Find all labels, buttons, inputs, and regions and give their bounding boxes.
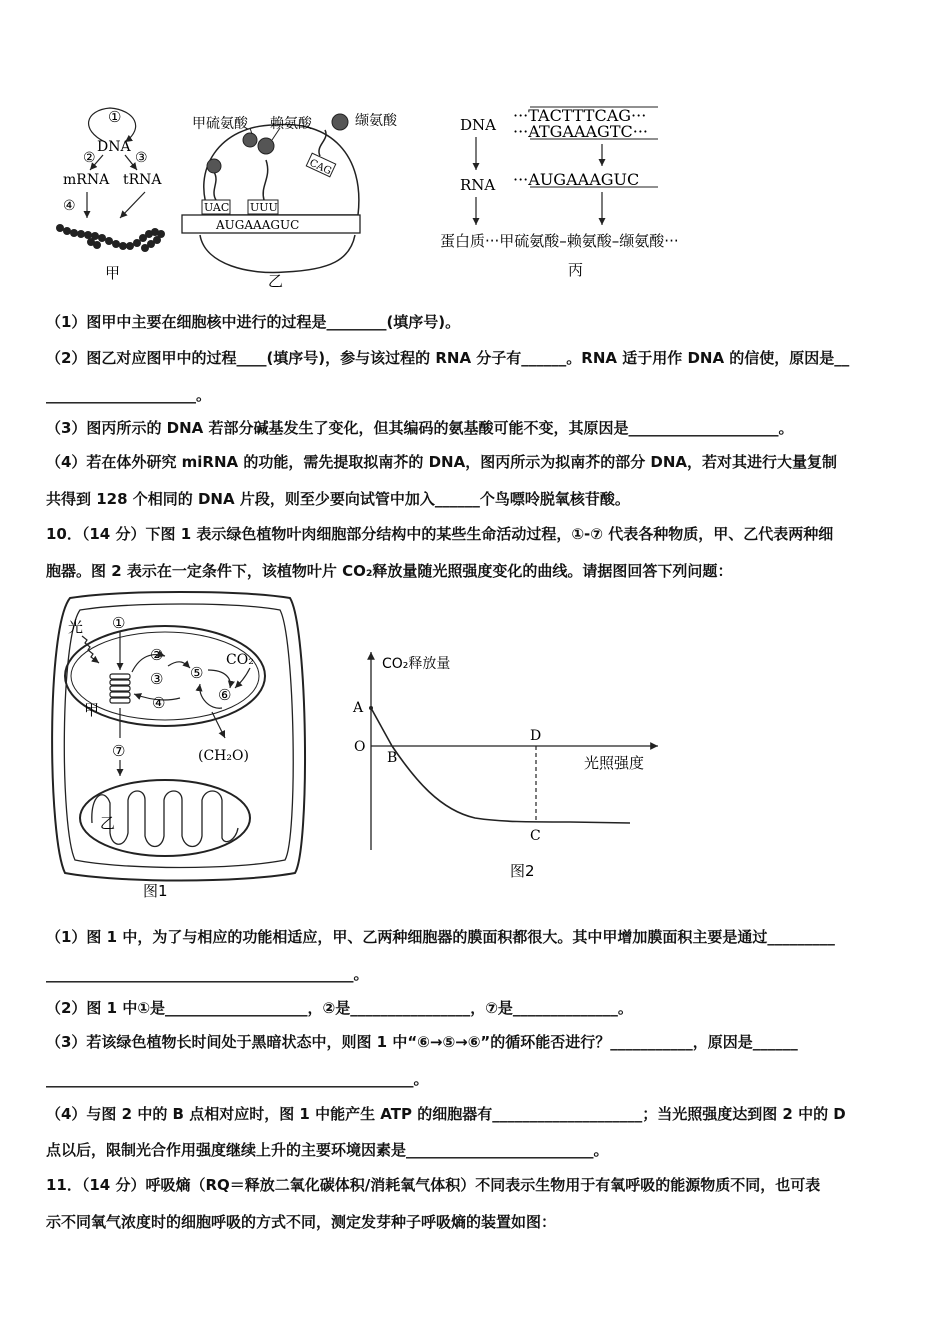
label-o: O — [354, 739, 366, 755]
label-d: D — [530, 728, 542, 744]
label-jia: 甲 — [84, 701, 100, 719]
label-b: B — [387, 750, 398, 766]
amino-lys: 赖氨酸 — [270, 116, 312, 132]
caption-fig2: 图2 — [510, 862, 535, 880]
x-axis-label: 光照强度 — [584, 754, 645, 772]
label-c5: ⑤ — [190, 664, 204, 682]
label-c7: ⑦ — [112, 742, 126, 760]
protein-seq: 蛋白质···甲硫氨酸–赖氨酸–缬氨酸··· — [440, 232, 679, 250]
q10-line-6: （4）与图 2 中的 B 点相对应时，图 1 中能产生 ATP 的细胞器有____________________；当光照强度达到图 2 中的 D — [46, 1105, 846, 1123]
bing-dna-label: DNA — [460, 116, 496, 134]
q10-line-1: （1）图 1 中，为了与相应的功能相适应，甲、乙两种细胞器的膜面积都很大。其中甲增加膜面积主要是通过_________ — [46, 928, 835, 946]
q10-line-5: _________________________________________________。 — [46, 1070, 429, 1088]
q10-line-3: （2）图 1 中①是___________________，②是________________，⑦是______________。 — [46, 999, 633, 1017]
codon-uuu: UUU — [250, 201, 278, 214]
label-dna: DNA — [97, 139, 131, 155]
q11-line-1: 11．（14 分）呼吸熵（RQ＝释放二氧化碳体积/消耗氧气体积）不同表示生物用于有氧呼吸的能源物质不同，也可表 — [46, 1176, 821, 1194]
codon-cag: CAG — [307, 157, 334, 178]
label-c4: ④ — [63, 198, 76, 214]
dna-strand-bottom: ···ATGAAAGTC··· — [513, 122, 649, 141]
label-c: C — [530, 828, 541, 844]
q9-line-6: 共得到 128 个相同的 DNA 片段，则至少要向试管中加入______个鸟嘌呤脱氧核苷酸。 — [46, 490, 630, 508]
figure-1-cell — [40, 588, 320, 906]
y-axis-label: CO₂释放量 — [382, 656, 451, 672]
caption-bing: 丙 — [568, 261, 584, 279]
label-c2: ② — [150, 646, 164, 664]
figure-bing — [430, 100, 730, 285]
label-a: A — [353, 700, 364, 716]
label-c3: ③ — [150, 670, 164, 688]
q9-line-5: （4）若在体外研究 miRNA 的功能，需先提取拟南芥的 DNA，图丙所示为拟南芥的部分 DNA，若对其进行大量复制 — [46, 453, 838, 471]
label-c6: ⑥ — [218, 686, 232, 704]
q10-intro-1: 10．（14 分）下图 1 表示绿色植物叶肉细胞部分结构中的某些生命活动过程，①-⑦ 代表各种物质，甲、乙代表两种细 — [46, 525, 834, 543]
rna-seq: ···AUGAAAGUC — [513, 170, 640, 189]
label-c1: ① — [108, 108, 122, 126]
mrna-seq: AUGAAAGUC — [216, 218, 300, 232]
q10-line-7: 点以后，限制光合作用强度继续上升的主要环境因素是_________________________。 — [46, 1141, 609, 1159]
q10-intro-2: 胞器。图 2 表示在一定条件下，该植物叶片 CO₂释放量随光照强度变化的曲线。请据图回答下列问题： — [46, 562, 733, 580]
bing-rna-label: RNA — [460, 176, 496, 194]
q10-line-2: _________________________________________。 — [46, 965, 369, 983]
codon-uac: UAC — [204, 201, 230, 214]
label-ch2o: (CH₂O) — [198, 748, 249, 764]
figure-jia — [55, 100, 180, 285]
q11-line-2: 示不同氧气浓度时的细胞呼吸的方式不同，测定发芽种子呼吸熵的装置如图： — [46, 1213, 557, 1231]
label-light: 光 — [68, 618, 84, 636]
label-c2: ② — [83, 150, 96, 166]
ribosome-small — [200, 235, 355, 273]
amino-met: 甲硫氨酸 — [192, 116, 248, 132]
label-c1: ① — [112, 614, 126, 632]
label-c4: ④ — [152, 694, 166, 712]
label-mrna: mRNA — [63, 172, 110, 188]
amino-val: 缬氨酸 — [355, 113, 397, 129]
label-yi: 乙 — [100, 814, 116, 832]
caption-fig1: 图1 — [143, 882, 168, 900]
figure-2-chart — [340, 640, 670, 885]
label-trna: tRNA — [123, 172, 162, 188]
label-c3: ③ — [135, 150, 148, 166]
label-co2: CO₂ — [226, 652, 254, 668]
q9-line-3: ____________________。 — [46, 386, 212, 404]
point-a — [369, 706, 373, 710]
dna-strand-top: ···TACTTTCAG··· — [513, 106, 647, 125]
q9-line-4: （3）图丙所示的 DNA 若部分碱基发生了变化，但其编码的氨基酸可能不变，其原因是____________________。 — [46, 419, 794, 437]
q10-line-4: （3）若该绿色植物长时间处于黑暗状态中，则图 1 中“⑥→⑤→⑥”的循环能否进行？___________，原因是______ — [46, 1033, 798, 1051]
q9-line-1: （1）图甲中主要在细胞核中进行的过程是________(填序号)。 — [46, 313, 461, 331]
polypeptide-chain — [56, 224, 165, 252]
q9-line-2: （2）图乙对应图甲中的过程____(填序号)，参与该过程的 RNA 分子有______。RNA 适于用作 DNA 的信使，原因是__ — [46, 349, 850, 367]
figure-yi — [180, 100, 425, 290]
caption-jia: 甲 — [105, 264, 121, 282]
caption-yi: 乙 — [268, 272, 284, 290]
cell-membrane — [64, 604, 293, 868]
grana-stack — [110, 674, 130, 703]
